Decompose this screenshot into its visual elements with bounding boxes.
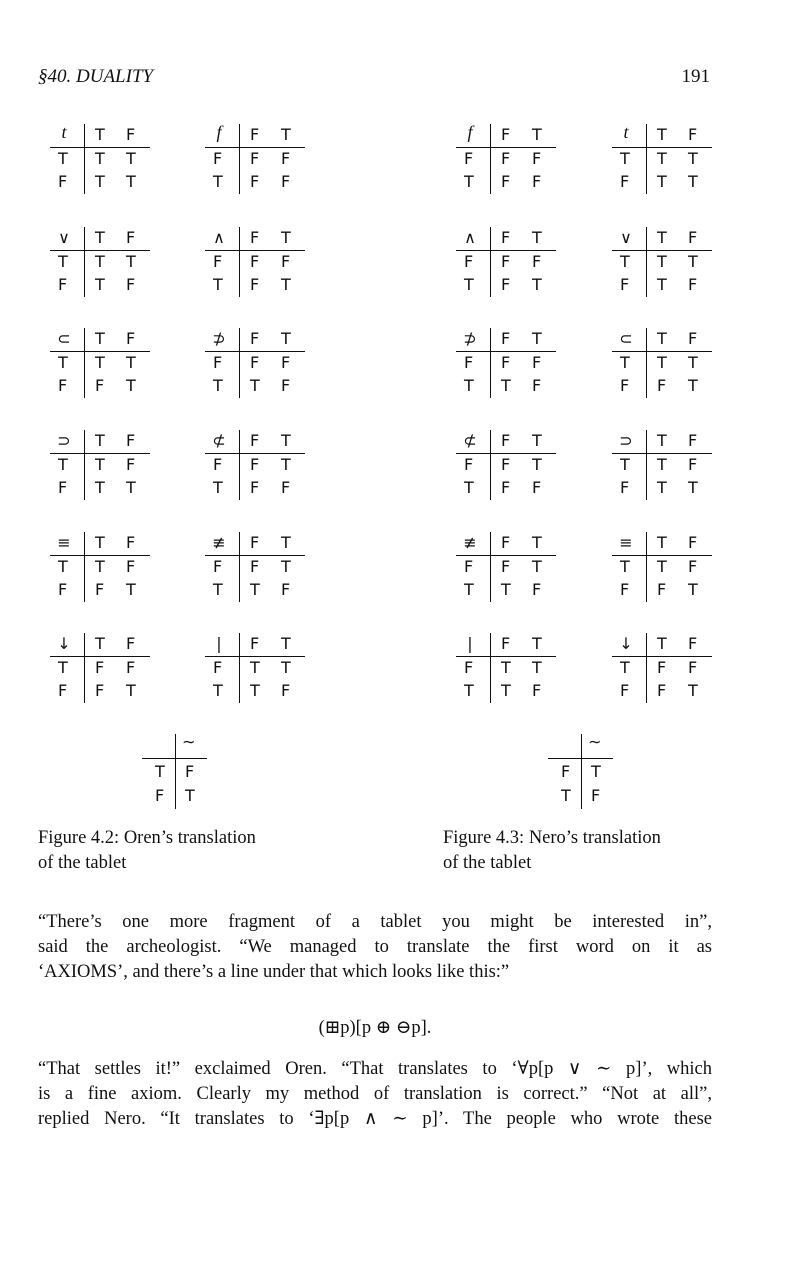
truth-table-row-label: F bbox=[58, 580, 68, 599]
truth-table-header-cell: T bbox=[657, 533, 667, 552]
truth-table-cell: F bbox=[281, 149, 291, 168]
truth-table-header-cell: F bbox=[126, 634, 136, 653]
truth-table-row-label: F bbox=[464, 455, 474, 474]
truth-table-row-label: T bbox=[620, 455, 630, 474]
truth-table-row-label: T bbox=[58, 557, 68, 576]
truth-table-header-cell: F bbox=[126, 431, 136, 450]
truth-table-row-label: T bbox=[58, 149, 68, 168]
truth-table-row-label: F bbox=[213, 455, 223, 474]
truth-table-header-cell: F bbox=[501, 329, 511, 348]
truth-table-header-cell: T bbox=[281, 431, 291, 450]
truth-table-cell: T bbox=[501, 681, 511, 700]
truth-table bbox=[50, 124, 160, 192]
truth-table-row-label: F bbox=[213, 353, 223, 372]
truth-table-cell: F bbox=[532, 149, 542, 168]
truth-table-row-label: F bbox=[58, 275, 68, 294]
truth-table-row-label: T bbox=[213, 478, 223, 497]
truth-table-header-cell: T bbox=[281, 634, 291, 653]
truth-table-row-label: T bbox=[620, 252, 630, 271]
truth-table-cell: T bbox=[657, 149, 667, 168]
truth-table bbox=[205, 430, 315, 498]
truth-table-row-label: F bbox=[213, 658, 223, 677]
truth-table-cell: T bbox=[532, 275, 542, 294]
truth-table-cell: T bbox=[688, 478, 698, 497]
truth-table-cell: T bbox=[688, 252, 698, 271]
truth-table-cell: F bbox=[501, 172, 511, 191]
truth-table bbox=[456, 124, 566, 192]
truth-table-cell: F bbox=[250, 557, 260, 576]
truth-table-row-label: F bbox=[464, 252, 474, 271]
truth-table-operator: ⊅ bbox=[212, 329, 226, 348]
negation-cell: F bbox=[155, 786, 165, 805]
truth-table-operator: ⊃ bbox=[57, 431, 71, 450]
truth-table-header-cell: F bbox=[688, 431, 698, 450]
truth-table-cell: F bbox=[126, 455, 136, 474]
truth-table-operator: ≡ bbox=[619, 533, 633, 552]
truth-table-cell: T bbox=[281, 275, 291, 294]
truth-table-header-cell: T bbox=[532, 228, 542, 247]
truth-table-row-label: F bbox=[464, 658, 474, 677]
truth-table-row-label: T bbox=[58, 658, 68, 677]
truth-table-operator: ∧ bbox=[464, 228, 476, 247]
truth-table-cell: F bbox=[95, 658, 105, 677]
truth-table-cell: F bbox=[250, 478, 260, 497]
truth-table-header-cell: T bbox=[657, 431, 667, 450]
truth-table-cell: T bbox=[281, 658, 291, 677]
truth-table-cell: T bbox=[95, 172, 105, 191]
truth-table-header-cell: T bbox=[95, 533, 105, 552]
truth-table-row-label: F bbox=[58, 376, 68, 395]
figure-caption-left: Figure 4.2: Oren’s translation of the tablet bbox=[38, 828, 256, 873]
truth-table-row-label: F bbox=[464, 353, 474, 372]
truth-table-operator: f bbox=[216, 122, 222, 142]
truth-table-header-cell: T bbox=[532, 533, 542, 552]
truth-table-cell: T bbox=[250, 376, 260, 395]
truth-table bbox=[456, 633, 566, 701]
truth-table-cell: T bbox=[688, 149, 698, 168]
truth-table-cell: T bbox=[657, 172, 667, 191]
negation-table-left bbox=[142, 732, 212, 805]
truth-table-cell: F bbox=[281, 376, 291, 395]
truth-table-row-label: F bbox=[464, 557, 474, 576]
truth-table-cell: F bbox=[250, 353, 260, 372]
truth-table-row-label: T bbox=[58, 252, 68, 271]
truth-table-row-label: F bbox=[213, 252, 223, 271]
truth-table-cell: F bbox=[281, 478, 291, 497]
negation-cell: T bbox=[185, 786, 195, 805]
truth-table-cell: T bbox=[126, 149, 136, 168]
paragraph-archeologist: “There’s one more fragment of a tablet you might be interested in”, said the archeologist. “We managed to translate the first word on it as ‘AXIOMS’, and there’s a line under that which looks like this:” bbox=[38, 912, 712, 982]
truth-table-cell: F bbox=[281, 681, 291, 700]
truth-table-cell: F bbox=[532, 252, 542, 271]
truth-table-row-label: T bbox=[620, 353, 630, 372]
truth-table-row-label: T bbox=[213, 681, 223, 700]
truth-table-cell: F bbox=[688, 557, 698, 576]
truth-table-row-label: T bbox=[620, 557, 630, 576]
truth-table-cell: T bbox=[657, 252, 667, 271]
truth-table-cell: F bbox=[250, 252, 260, 271]
truth-table-operator: | bbox=[216, 634, 222, 653]
truth-table bbox=[456, 328, 566, 396]
truth-table bbox=[612, 227, 722, 295]
truth-table-cell: F bbox=[657, 580, 667, 599]
negation-cell: T bbox=[155, 762, 165, 781]
truth-table-header-cell: F bbox=[250, 634, 260, 653]
truth-table bbox=[50, 430, 160, 498]
truth-table-row-label: T bbox=[464, 580, 474, 599]
truth-table-row-label: F bbox=[620, 681, 630, 700]
truth-table bbox=[205, 633, 315, 701]
truth-table-header-cell: F bbox=[501, 431, 511, 450]
truth-table-cell: T bbox=[532, 557, 542, 576]
truth-table-cell: T bbox=[657, 478, 667, 497]
truth-table-cell: F bbox=[501, 353, 511, 372]
truth-table-cell: F bbox=[95, 376, 105, 395]
truth-table-operator: ⊅ bbox=[463, 329, 477, 348]
truth-table-cell: T bbox=[250, 681, 260, 700]
truth-table-header-cell: F bbox=[126, 329, 136, 348]
truth-table-cell: T bbox=[126, 353, 136, 372]
truth-table-cell: F bbox=[250, 455, 260, 474]
truth-table-header-cell: T bbox=[281, 533, 291, 552]
truth-table-row-label: F bbox=[620, 478, 630, 497]
truth-table-row-label: T bbox=[213, 580, 223, 599]
truth-table-cell: F bbox=[126, 275, 136, 294]
truth-table-header-cell: T bbox=[532, 125, 542, 144]
truth-table-header-cell: T bbox=[657, 329, 667, 348]
truth-table-row-label: F bbox=[620, 275, 630, 294]
truth-table-row-label: F bbox=[620, 580, 630, 599]
truth-table-header-cell: F bbox=[250, 533, 260, 552]
truth-table-row-label: T bbox=[464, 376, 474, 395]
truth-table-cell: F bbox=[501, 149, 511, 168]
truth-table-cell: T bbox=[126, 172, 136, 191]
truth-table bbox=[612, 124, 722, 192]
truth-table-cell: F bbox=[95, 681, 105, 700]
paragraph-oren-nero: “That settles it!” exclaimed Oren. “That translates to ‘∀p[p ∨ ∼ p]’, which is a fine axiom. Clearly my method of translation is correct.” “Not at all”, replied Nero. “It translates to ‘∃p[p ∧ ∼ p]’. The people who wrote these bbox=[38, 1059, 712, 1129]
truth-table-cell: F bbox=[532, 478, 542, 497]
truth-table-row-label: T bbox=[213, 172, 223, 191]
truth-table-header-cell: F bbox=[688, 533, 698, 552]
negation-cell: T bbox=[591, 762, 601, 781]
truth-table-operator: ⊃ bbox=[619, 431, 633, 450]
truth-table-cell: F bbox=[532, 172, 542, 191]
truth-table-operator: ∨ bbox=[58, 228, 70, 247]
truth-table-cell: T bbox=[688, 580, 698, 599]
truth-table-header-cell: F bbox=[501, 125, 511, 144]
truth-table bbox=[456, 532, 566, 600]
truth-table-cell: F bbox=[250, 172, 260, 191]
truth-table-cell: T bbox=[532, 658, 542, 677]
truth-table-row-label: F bbox=[620, 376, 630, 395]
truth-table-header-cell: F bbox=[250, 329, 260, 348]
truth-table bbox=[612, 532, 722, 600]
truth-table-cell: F bbox=[657, 658, 667, 677]
truth-table-row-label: F bbox=[213, 557, 223, 576]
truth-table-header-cell: F bbox=[250, 228, 260, 247]
truth-table bbox=[205, 227, 315, 295]
truth-table-cell: T bbox=[95, 455, 105, 474]
truth-table-operator: f bbox=[467, 122, 473, 142]
negation-table-right bbox=[548, 732, 618, 805]
truth-table-header-cell: F bbox=[501, 634, 511, 653]
truth-table-header-cell: T bbox=[281, 329, 291, 348]
truth-table bbox=[205, 328, 315, 396]
truth-table-cell: F bbox=[657, 376, 667, 395]
truth-table-operator: ↓ bbox=[57, 634, 71, 653]
truth-table-cell: T bbox=[657, 557, 667, 576]
truth-table-row-label: T bbox=[464, 478, 474, 497]
truth-table-row-label: T bbox=[58, 455, 68, 474]
truth-table-cell: T bbox=[688, 681, 698, 700]
truth-table-cell: T bbox=[657, 455, 667, 474]
truth-table-cell: T bbox=[250, 580, 260, 599]
truth-table-header-cell: F bbox=[501, 228, 511, 247]
truth-table-cell: T bbox=[501, 580, 511, 599]
truth-table-cell: F bbox=[126, 557, 136, 576]
truth-table-cell: T bbox=[250, 658, 260, 677]
truth-table-cell: F bbox=[501, 252, 511, 271]
truth-table bbox=[205, 124, 315, 192]
truth-table-header-cell: F bbox=[250, 125, 260, 144]
truth-table-cell: T bbox=[95, 353, 105, 372]
truth-table-header-cell: F bbox=[688, 228, 698, 247]
truth-table-cell: F bbox=[281, 580, 291, 599]
section-title: §40. DUALITY bbox=[38, 66, 154, 87]
truth-table-cell: F bbox=[281, 252, 291, 271]
truth-table-cell: T bbox=[281, 557, 291, 576]
truth-table-header-cell: F bbox=[126, 228, 136, 247]
truth-table-operator: ≢ bbox=[212, 533, 226, 552]
negation-cell: T bbox=[561, 786, 571, 805]
truth-table-operator: t bbox=[61, 122, 67, 142]
negation-cell: F bbox=[591, 786, 601, 805]
truth-table-row-label: T bbox=[213, 275, 223, 294]
truth-table-row-label: T bbox=[620, 658, 630, 677]
truth-table-cell: F bbox=[126, 658, 136, 677]
truth-table-row-label: F bbox=[213, 149, 223, 168]
truth-table bbox=[612, 430, 722, 498]
truth-table-cell: T bbox=[657, 353, 667, 372]
truth-table-cell: F bbox=[532, 353, 542, 372]
truth-table-row-label: F bbox=[620, 172, 630, 191]
truth-table-header-cell: T bbox=[95, 431, 105, 450]
truth-table-operator: ∨ bbox=[620, 228, 632, 247]
truth-table-header-cell: F bbox=[250, 431, 260, 450]
truth-table-operator: ∧ bbox=[213, 228, 225, 247]
truth-table-operator: ⊂ bbox=[57, 329, 71, 348]
truth-table bbox=[456, 430, 566, 498]
truth-table-row-label: F bbox=[58, 681, 68, 700]
truth-table-cell: F bbox=[688, 275, 698, 294]
truth-table-header-cell: T bbox=[95, 228, 105, 247]
truth-table-header-cell: T bbox=[657, 228, 667, 247]
truth-table-cell: T bbox=[688, 172, 698, 191]
truth-table-cell: F bbox=[501, 455, 511, 474]
truth-table-cell: F bbox=[532, 580, 542, 599]
negation-cell: F bbox=[185, 762, 195, 781]
truth-table-cell: T bbox=[95, 478, 105, 497]
truth-table-header-cell: F bbox=[501, 533, 511, 552]
truth-table-header-cell: F bbox=[126, 125, 136, 144]
truth-table bbox=[612, 328, 722, 396]
truth-table-operator: | bbox=[467, 634, 473, 653]
truth-table-row-label: T bbox=[620, 149, 630, 168]
truth-table-operator: ⊄ bbox=[463, 431, 477, 450]
truth-table bbox=[50, 328, 160, 396]
truth-table-cell: F bbox=[688, 658, 698, 677]
truth-table-header-cell: T bbox=[532, 329, 542, 348]
truth-table-operator: ⊂ bbox=[619, 329, 633, 348]
truth-table-cell: T bbox=[688, 376, 698, 395]
truth-table-operator: ≡ bbox=[57, 533, 71, 552]
truth-table-header-cell: T bbox=[532, 431, 542, 450]
truth-table-cell: T bbox=[126, 681, 136, 700]
truth-table bbox=[612, 633, 722, 701]
figure-caption-right: Figure 4.3: Nero’s translation of the tablet bbox=[443, 828, 661, 873]
truth-table bbox=[50, 532, 160, 600]
truth-table-header-cell: F bbox=[688, 125, 698, 144]
truth-table-cell: F bbox=[688, 455, 698, 474]
truth-table-row-label: T bbox=[464, 172, 474, 191]
truth-table-cell: T bbox=[501, 376, 511, 395]
negation-op: ∼ bbox=[182, 732, 196, 751]
truth-table-cell: F bbox=[501, 275, 511, 294]
axiom-formula: (⊞p)[p ⊕ ⊖p]. bbox=[318, 1018, 432, 1038]
truth-table-cell: T bbox=[501, 658, 511, 677]
truth-table-cell: T bbox=[657, 275, 667, 294]
truth-table-header-cell: T bbox=[95, 329, 105, 348]
page-number: 191 bbox=[681, 66, 710, 87]
truth-table-header-cell: T bbox=[281, 228, 291, 247]
truth-table bbox=[50, 227, 160, 295]
truth-table-operator: ↓ bbox=[619, 634, 633, 653]
truth-table-cell: F bbox=[501, 557, 511, 576]
truth-table bbox=[205, 532, 315, 600]
truth-table-cell: T bbox=[95, 252, 105, 271]
truth-table bbox=[50, 633, 160, 701]
truth-table-operator: ≢ bbox=[463, 533, 477, 552]
truth-table-header-cell: T bbox=[281, 125, 291, 144]
truth-table-cell: F bbox=[501, 478, 511, 497]
truth-table-header-cell: T bbox=[532, 634, 542, 653]
truth-table-cell: F bbox=[95, 580, 105, 599]
truth-table-header-cell: F bbox=[126, 533, 136, 552]
truth-table-cell: F bbox=[657, 681, 667, 700]
truth-table-cell: T bbox=[126, 580, 136, 599]
truth-table-row-label: T bbox=[58, 353, 68, 372]
truth-table-row-label: F bbox=[58, 478, 68, 497]
truth-table-header-cell: T bbox=[657, 125, 667, 144]
truth-table-cell: F bbox=[281, 353, 291, 372]
negation-cell: F bbox=[561, 762, 571, 781]
truth-table-cell: T bbox=[126, 478, 136, 497]
truth-table-header-cell: F bbox=[688, 634, 698, 653]
negation-op: ∼ bbox=[588, 732, 602, 751]
truth-table-row-label: T bbox=[464, 275, 474, 294]
truth-table-header-cell: T bbox=[657, 634, 667, 653]
truth-table bbox=[456, 227, 566, 295]
truth-table-row-label: F bbox=[464, 149, 474, 168]
truth-table-row-label: T bbox=[213, 376, 223, 395]
truth-table-row-label: F bbox=[58, 172, 68, 191]
truth-table-operator: t bbox=[623, 122, 629, 142]
truth-table-operator: ⊄ bbox=[212, 431, 226, 450]
truth-table-cell: T bbox=[95, 275, 105, 294]
truth-table-cell: T bbox=[532, 455, 542, 474]
truth-table-cell: F bbox=[532, 681, 542, 700]
truth-table-header-cell: T bbox=[95, 125, 105, 144]
truth-table-header-cell: T bbox=[95, 634, 105, 653]
truth-table-cell: T bbox=[95, 557, 105, 576]
truth-table-cell: F bbox=[532, 376, 542, 395]
truth-table-cell: F bbox=[250, 275, 260, 294]
truth-table-cell: T bbox=[281, 455, 291, 474]
truth-table-row-label: T bbox=[464, 681, 474, 700]
truth-table-cell: T bbox=[126, 376, 136, 395]
truth-table-header-cell: F bbox=[688, 329, 698, 348]
truth-table-cell: F bbox=[250, 149, 260, 168]
truth-table-cell: T bbox=[126, 252, 136, 271]
truth-table-cell: F bbox=[281, 172, 291, 191]
truth-table-cell: T bbox=[688, 353, 698, 372]
running-header bbox=[38, 66, 710, 90]
truth-table-cell: T bbox=[95, 149, 105, 168]
